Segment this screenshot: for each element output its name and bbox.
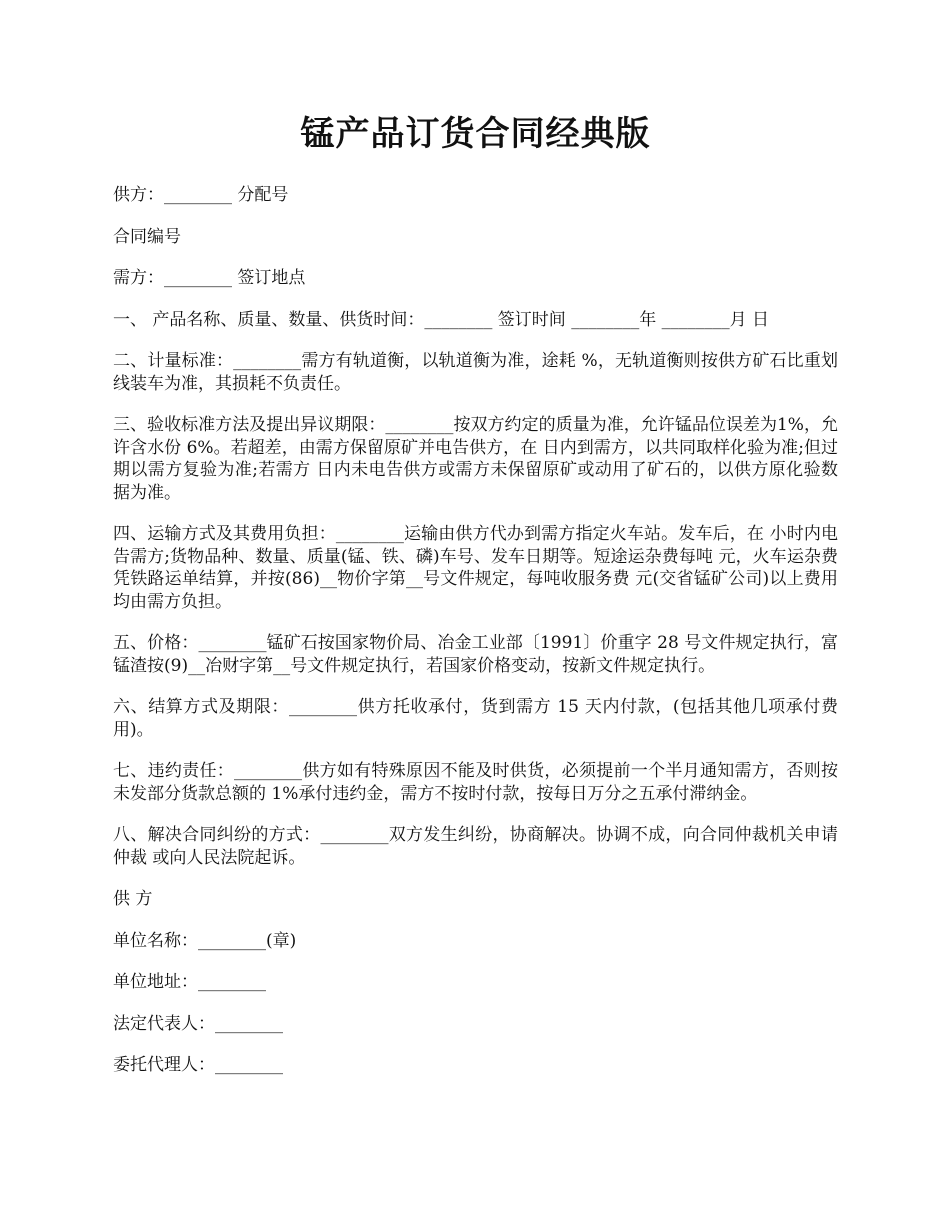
clause-liability: 七、违约责任：________供方如有特殊原因不能及时供货，必须提前一个半月通知需方，否则按未发部分货款总额的 1%承付违约金，需方不按时付款，按每日万分之五承付滞纳金。 (113, 761, 838, 804)
signature-unit-address: 单位地址：________ (113, 972, 266, 992)
clause-acceptance: 三、验收标准方法及提出异议期限：________按双方约定的质量为准，允许锰品位误差为1%，允许含水份 6%。若超差，由需方保留原矿并电告供方，在 日内到需方，以共同取样化验为准;但过期以需方复验为准;若需方 日内未电告供方或需方未保留原矿或动用了矿石的，以供方原化验数据为准。 (113, 415, 838, 503)
signature-unit-name: 单位名称：________(章) (113, 930, 297, 951)
clause-settlement: 六、结算方式及期限：________供方托收承付，货到需方 15 天内付款，(包括其他几项承付费用)。 (113, 697, 838, 740)
clause-measurement: 二、计量标准：________需方有轨道衡，以轨道衡为准，途耗 %，无轨道衡则按供方矿石比重划线装车为准，其损耗不负责任。 (113, 351, 838, 394)
clause-price: 五、价格：________锰矿石按国家物价局、冶金工业部〔1991〕价重字 28 号文件规定执行，富锰渣按(9)__冶财字第__号文件规定执行，若国家价格变动，按新文件规定执行。 (113, 633, 838, 676)
signature-supplier-heading: 供 方 (113, 889, 153, 909)
clause-transport: 四、运输方式及其费用负担：________运输由供方代办到需方指定火车站。发车后，在 小时内电告需方;货物品种、数量、质量(锰、铁、磷)车号、发车日期等。短途运杂费每吨 元，火车运杂费凭铁路运单结算，并按(86)__物价字第__号文件规定，每吨收服务费 元(交省锰矿公司)以上费用均由需方负担。 (113, 524, 838, 612)
contract-number-line: 合同编号 (113, 226, 181, 247)
signature-legal-representative: 法定代表人：________ (113, 1013, 283, 1034)
supplier-line: 供方：________ 分配号 (113, 185, 289, 205)
buyer-line: 需方：________ 签订地点 (113, 268, 306, 288)
signature-authorized-agent: 委托代理人：________ (113, 1055, 283, 1075)
clause-product: 一、 产品名称、质量、数量、供货时间：________ 签订时间 ________年 ________月 日 (113, 309, 770, 330)
clause-dispute: 八、解决合同纠纷的方式：________双方发生纠纷，协商解决。协调不成，向合同仲裁机关申请仲裁 或向人民法院起诉。 (113, 825, 838, 868)
document-title: 锰产品订货合同经典版 (300, 114, 651, 154)
